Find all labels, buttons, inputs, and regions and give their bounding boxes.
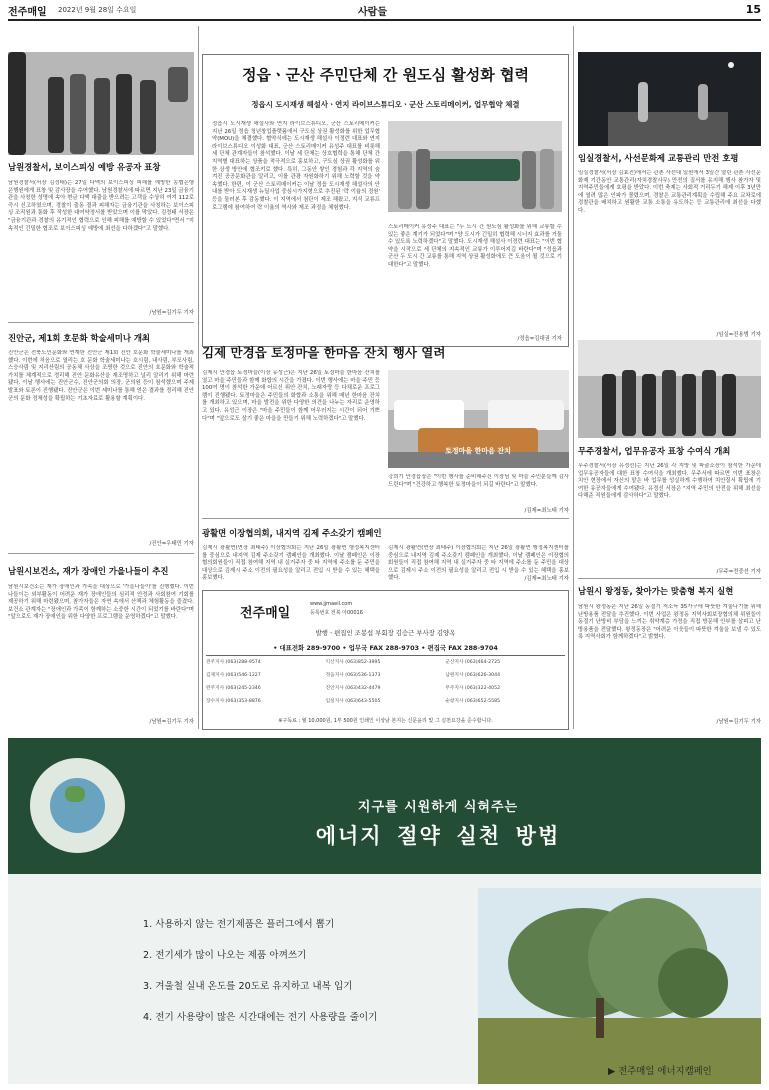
newspaper-brand: 전주매일 <box>8 7 47 18</box>
bureau-item: 무주지사 (063)322-4052 <box>445 686 501 691</box>
bureau-item: 장수지사 (063)353-8876 <box>206 699 261 704</box>
bureau-item: 진안지사 (063)432-4479 <box>325 686 381 691</box>
article-title-wangjeong-welfare: 남원시 왕정동, 찾아가는 맞춤형 복지 실현 <box>578 586 734 596</box>
article-body-wangjeong-welfare: 남원시 왕정동은 지난 26일 동절기 저소득 35가구에 따뜻한 겨울나기를 위해 난방용품 전달을 추진했다. 이번 사업은 왕정동 지역사회보장협의체 위원들이 동절기 난방비 부담을 느끼는 취약계층 가정을 직접 방문해 안부를 살피고 난방용품을 전달했다. 왕정동장은 "어려운 이웃들이 따뜻한 겨울을 보낼 수 있도록 지역사회가 함께하겠다"고 밝혔다. <box>578 604 761 641</box>
bureau-item: 익산지사 (063)852-3995 <box>325 660 381 665</box>
bureau-list <box>206 660 565 712</box>
article-body-jinan-seminar: 진안군은 전북도민문화와 연계한 진안군 제1회 진안 호문화 학술세미나를 개최했다. 이번에 처음으로 열리는 호 문화 학술세미나는 호시림, 내사림, 부모사림, 스승사림 및 지리산림의 공동체 사상을 조명한 것으로 진안의 호문화와 학술적 가치를 체계적으로 정리해 진안 문화유산을 재조명하고 널리 알리기 위해 마련됐다. 이날 행사에는 진안군수, 진안군의회 의장, 군의원 등이 참석했으며 주제발표와 토론이 진행됐다. 진안군은 이번 세미나를 통해 얻은 결과를 정리해 진안군의 문화 정체성을 확립하는 기초자료로 활용할 계획이다. <box>8 350 194 402</box>
masthead-phones: • 대표전화 289-9700 • 업무국 FAX 288-9703 • 편집국 FAX 288-9704 <box>273 644 498 652</box>
divider <box>578 578 761 579</box>
mou-group-photo <box>388 121 562 212</box>
article-body-health-outing: 남원시보건소는 재가 장애인과 가족을 대상으로 '가을나들이'를 진행했다. 이번 나들이는 외부활동이 어려운 재가 장애인들의 심리적 안정과 사회참여 기회를 제공하기 위해 마련됐으며, 참가자들은 자연 속에서 산책과 체험활동을 즐겼다. 보건소 관계자는 "장애인과 가족이 함께하는 소중한 시간이 되었기를 바란다"며 "앞으로도 재가 장애인을 위한 다양한 프로그램을 운영하겠다"고 말했다. <box>8 584 194 621</box>
bureau-item: 김제지사 (063)546-1227 <box>206 673 261 678</box>
byline: /임실=진용범 기자 <box>716 332 761 338</box>
main-article-body-right: 스토리메이커 유성주 대표는 "두 도시 간 원도심 활성화를 위해 교류할 수 있는 좋은 계기가 되었다"며 "양 도시가 긴밀히 협력해 시너지 효과를 거둘 수 있도록 노력하겠다"고 말했다. 도시재생 해설사 이정련 대표는 "이번 협약을 시작으로 세 단체의 지속적인 교류가 이루어지길 바란다"며 "정읍과 군산 두 도시 간 교류를 통해 지역 상권 활성화에도 큰 도움이 될 것으로 기대한다"고 말했다. <box>388 224 562 268</box>
award-photo <box>8 52 194 155</box>
article-title-jinan-seminar: 진안군, 제1회 호문화 학술세미나 개최 <box>8 333 151 343</box>
bureau-item: 군산지사 (063)464-2725 <box>445 660 501 665</box>
ad-tip-1: 1. 사용하지 않는 전기제품은 플러그에서 뽑기 <box>143 919 335 930</box>
masthead-rule <box>206 655 565 656</box>
article-title-muju-award: 무주경찰서, 업무유공자 표창 수여식 개최 <box>578 446 731 456</box>
main-article-body-left: 정읍시 도시재생 해설사와 연지 라이브스튜디오, 군산 스토리메이커는 지난 26일 정읍 청년창업플랫폼에서 구도심 상권 활성화를 위한 업무협약(MOU)을 체결했다. 협약식에는 도시재생 해설사 이정련 대표와 연지 라이브스튜디오 이성화 대표, 군산 스토리메이커 유성주 대표를 비롯해 세 단체 관계자들이 참석했다. 이날 세 단체는 상호협력을 통해 단체 간 지역별 대표하는 상품을 적극적으로 홍보하고, 구도심 상권 활성화를 위한 상생 방안에 협조키로 했다. 특히, 그동안 쌓인 경험과 각 지역의 숨겨진 공공문화관을 알리고, 이를 관광 자원화하기 위해 노력할 것을 약속했다. 한편, 이 군산 스토리메이커는 이날 정읍 도시재생 해설사의 안내를 받아 도시재생 뉴딜사업 중심시가지형으로 추진된 '락 이율의 정원' 등을 둘러본 후 감동했다. 이 지역에서 첨단이 제조 해왔고, 지식 교류프로그램에 참여하여 락 이율의 역사와 제조 과정을 체험했다. <box>212 121 380 211</box>
masthead-url: www.jjmaeil.com <box>310 601 353 607</box>
article-title-police-voicephishing: 남원경찰서, 보이스피싱 예방 유공자 표창 <box>8 162 161 172</box>
main-article-subtitle: 정읍시 도시재생 해설사ㆍ연지 라이브스튜디오ㆍ군산 스토리메이커, 업무협약 체결 <box>251 100 520 109</box>
byline: /무주=전중선 기자 <box>716 569 761 575</box>
article-body-muju-award: 무주경찰서(서장 유정선)는 지난 26일 각 지방 및 파출소장이 참석한 가운데 업무유공자들에 대한 표창 수여식을 개최했다. 무주서에 따르면 이번 표창은 치안 현장에서 자신의 맡은 바 업무를 성실하게 수행하여 치안질서 확립에 기여한 유공자들에게 수여됐다. 유정선 서장은 "지역 주민의 안전을 위해 최선을 다해준 직원들에게 감사하다"고 말했다. <box>578 463 761 500</box>
ad-campaign-label: ▶ 전주매일 에너지캠페인 <box>608 1066 712 1077</box>
byline: /정읍=김대권 기자 <box>517 336 562 342</box>
earth-hands-icon <box>30 758 125 853</box>
main-article-title: 정읍ㆍ군산 주민단체 간 원도심 활성화 협력 <box>242 66 529 84</box>
ad-headline: 에너지 절약 실천 방법 <box>315 824 561 848</box>
byline: /남원=김기두 기자 <box>149 310 194 316</box>
ad-tip-2: 2. 전기세가 많이 나오는 제품 아껴쓰기 <box>143 950 307 961</box>
byline: /남원=김기두 기자 <box>149 719 194 725</box>
festival-banner-text: 토정마을 한마음 잔치 <box>445 447 511 455</box>
article-body-address-right: 김제시 광활면(면장 최태주) 이장협의회는 지난 26일 광활면 행정복지센터를 중심으로 내지역 김제 주소갖기 캠페인을 개최했다. 이날 캠페인은 이장협의회원들이 직접 참여해 지역 내 실거주자 중 타 지역에 주소를 둔 주민을 대상으로 김제시 주소 이전의 필요성을 알리고 전입 시 받을 수 있는 혜택을 홍보했다. <box>388 545 569 581</box>
article-title-toejeong-festival: 김제 만경읍 토정마을 한마음 잔치 행사 열려 <box>202 345 446 360</box>
article-body-imsil-traffic: 임실경찰서(서장 김효진)에서는 관촌 사선대 일원에서 3일간 열린 관촌 사선문화제 기간동안 교통관리(자치경찰사무) 만전의 질서를 유지해 행사 참가자 및 지역주민들에게 호평을 받았다. 이번 축제는 사회적 거리두기 해제 이후 3년만에 열려 많은 인파가 몰렸으며, 경찰은 교통관리계획을 수립해 주요 교차로에 경찰관을 배치하고 원활한 교통 소통을 유도하는 등 교통관리에 최선을 다했다. <box>578 170 761 214</box>
masthead-registration: 등록번호 전북 아00016 <box>310 610 363 616</box>
article-title-health-outing: 남원시보건소, 재가 장애인 가을나들이 추진 <box>8 566 169 576</box>
byline: /진안=우태민 기자 <box>149 541 194 547</box>
bureau-item: 전주지사 (063)288-9574 <box>206 660 261 665</box>
header-rule <box>8 19 761 21</box>
article-title-imsil-traffic: 임실경찰서, 사선문화제 교통관리 만전 호평 <box>578 153 739 163</box>
divider <box>202 518 569 519</box>
column-divider <box>198 26 199 729</box>
page-number: 15 <box>745 3 761 16</box>
traffic-night-photo <box>578 52 761 146</box>
article-body-toejeong-left: 김제시 만경읍 토정마을(이장 유성근)은 지난 26일 토정마을 한마음 잔치를 열고 마을 주민들과 함께 화합의 시간을 가졌다. 이번 행사에는 마을 주민 등 100여 명이 참석한 가운데 어르신 위안 잔치, 노래자랑 등 다채로운 프로그램이 진행됐다. 토정마을은 주민들의 화합과 소통을 위해 매년 한마음 잔치를 개최하고 있으며, 마을 발전을 위한 다양한 의견을 나누는 자리로 운영하고 있다. 유성근 이장은 "마을 주민들이 함께 어우러지는 시간이 되어 기쁘다"며 "앞으로도 살기 좋은 마을을 만들기 위해 노력하겠다"고 말했다. <box>202 370 380 422</box>
bureau-item: 정읍지사 (063)536-1373 <box>325 673 381 678</box>
issue-date: 2022년 9월 28일 수요일 <box>58 6 137 14</box>
energy-ad <box>8 738 761 1084</box>
divider <box>8 553 194 554</box>
ad-tagline: 지구를 시원하게 식혀주는 <box>357 800 519 815</box>
byline: /김제=최노태 기자 <box>524 576 569 582</box>
byline: /남원=김기두 기자 <box>716 719 761 725</box>
column-divider <box>573 26 574 729</box>
ad-tip-4: 4. 전기 사용량이 많은 시간대에는 전기 사용량을 줄이기 <box>143 1012 378 1023</box>
bureau-item: 남원지사 (063)626-3044 <box>445 673 501 678</box>
masthead-publisher: 발행ㆍ편집인 조봉섭 부회장 김승근 부사장 김양옥 <box>315 629 456 637</box>
ad-landscape <box>478 888 761 1084</box>
article-title-address-campaign: 광활면 이장협의회, 내지역 김제 주소갖기 캠페인 <box>202 528 382 538</box>
ad-tip-3: 3. 겨울철 실내 온도를 20도로 유지하고 내복 입기 <box>143 981 353 992</box>
page-header <box>8 3 761 19</box>
section-name: 사람들 <box>358 7 387 18</box>
masthead-footer: ※구독료 : 월 10,000원, 1부 500원 인쇄인 이상남 본지는 신문윤리 및 그 실천요강을 준수합니다. <box>278 718 493 724</box>
article-body-toejeong-right: 강희기 만경읍장은 "이번 행사를 준비해주신 이장님 및 마을 주민분들께 감사드린다"며 "건강하고 행복한 토정마을이 되길 바란다"고 말했다. <box>388 474 569 488</box>
masthead-name: 전주매일 <box>240 606 291 621</box>
bureau-item: 완주지사 (063)245-2346 <box>206 686 261 691</box>
divider <box>8 322 194 323</box>
bureau-item: 임실지사 (063)643-5505 <box>325 699 381 704</box>
muju-police-photo <box>578 340 761 438</box>
article-body-address-left: 김제시 광활면(면장 최태주) 이장협의회는 지난 26일 광활면 행정복지센터를 중심으로 내지역 김제 주소갖기 캠페인을 개최했다. 이날 캠페인은 이장협의회원들이 직접 참여해 지역 내 실거주자 중 타 지역에 주소를 둔 주민을 대상으로 김제시 주소 이전의 필요성을 알리고 전입 시 받을 수 있는 혜택을 홍보했다. <box>202 545 380 582</box>
byline: /김제=최노태 기자 <box>524 508 569 514</box>
bureau-item: 순창지사 (063)652-5585 <box>445 699 501 704</box>
article-body-police-voicephishing: 남원경찰서(서장 김정태)는 27일 다액의 보이스피싱 피해를 예방한 농협은행 은행원에게 표창 및 감사장을 수여했다. 남원경찰서에 따르면 지난 23일 금융기관을 사칭한 성명에 속아 현금 다액 대출을 받으려는 고객을 수상히 여겨 112로 즉시 신고하였으며, 경찰이 출동 결과 피해자는 금융기관을 사칭하는 보이스피싱 조직원과 통화 후 작성한 대여약정서를 받았으며 이를 막았다. 김정태 서장은 "금융기관과 경찰의 유기적인 협력으로 인해 피해를 예방할 수 있었다"면서 "지속적인 긴밀한 협조로 보이스피싱 예방에 최선을 다하겠다"고 말했다. <box>8 180 194 232</box>
